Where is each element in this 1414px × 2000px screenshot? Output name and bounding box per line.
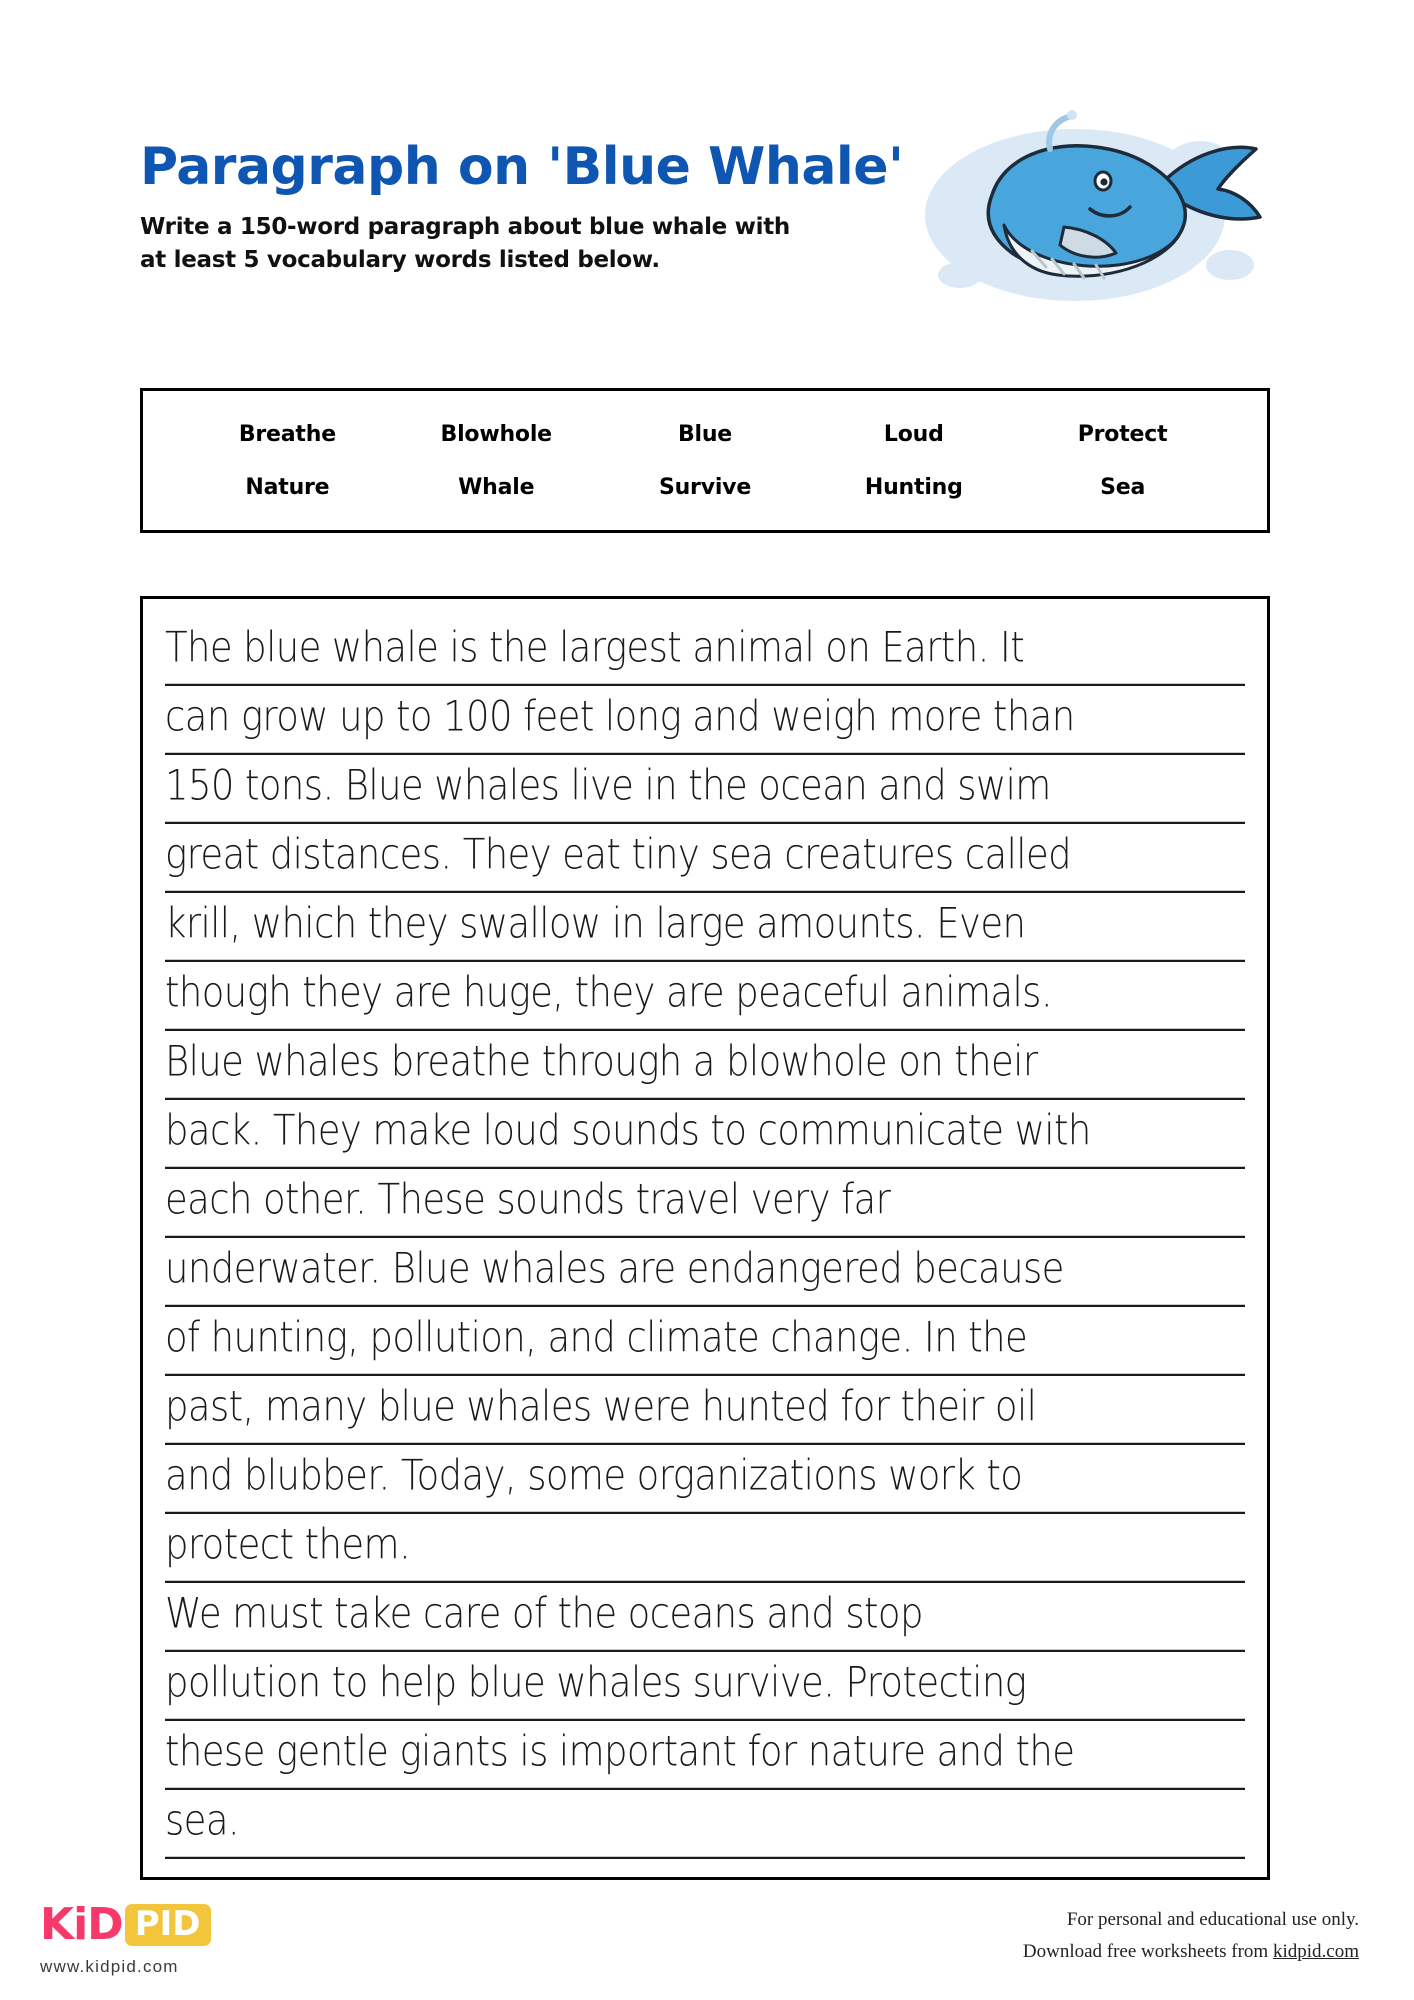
answer-line: though they are huge, they are peaceful animals. — [165, 954, 1245, 1031]
footer-notice — [1023, 1904, 1359, 1969]
vocabulary-word: Protect — [1077, 421, 1168, 447]
vocabulary-row-2 — [183, 475, 1227, 500]
kidpid-link[interactable]: kidpid.com — [1272, 1941, 1359, 1963]
vocabulary-word: Blowhole — [440, 421, 552, 447]
blue-whale-illustration — [900, 105, 1290, 315]
answer-line: these gentle giants is important for nature and the — [165, 1713, 1245, 1790]
answer-line: We must take care of the oceans and stop — [165, 1575, 1245, 1652]
answer-line: 150 tons. Blue whales live in the ocean and swim — [165, 747, 1245, 824]
instructions-line-1: Write a 150-word paragraph about blue whale with — [140, 213, 790, 240]
vocabulary-box — [140, 388, 1270, 533]
answer-line: and blubber. Today, some organizations work to — [165, 1437, 1245, 1514]
vocabulary-word: Breathe — [238, 421, 336, 447]
kidpid-logo-mark — [40, 1900, 211, 1950]
instructions-text — [140, 211, 870, 278]
page-title: Paragraph on 'Blue Whale' — [140, 137, 904, 197]
vocabulary-word: Sea — [1100, 474, 1146, 500]
kidpid-logo[interactable] — [40, 1900, 211, 1977]
answer-line: each other. These sounds travel very far — [165, 1161, 1245, 1238]
answer-line: underwater. Blue whales are endangered because — [165, 1230, 1245, 1307]
answer-line: pollution to help blue whales survive. Protecting — [165, 1644, 1245, 1721]
vocabulary-word: Blue — [677, 421, 733, 447]
vocabulary-word: Hunting — [864, 474, 963, 500]
footer-notice-line-1: For personal and educational use only. — [1066, 1909, 1359, 1930]
answer-line: Blue whales breathe through a blowhole on their — [165, 1023, 1245, 1100]
answer-writing-area[interactable] — [140, 596, 1270, 1880]
vocabulary-row-1 — [183, 422, 1227, 447]
answer-line: can grow up to 100 feet long and weigh more than — [165, 678, 1245, 755]
vocabulary-word: Loud — [883, 421, 944, 447]
logo-pid-text: PID — [125, 1904, 211, 1946]
logo-website-url: www.kidpid.com — [40, 1957, 179, 1976]
instructions-line-2: at least 5 vocabulary words listed below. — [140, 246, 660, 273]
logo-kid-text: KiD — [40, 1899, 123, 1950]
answer-line: back. They make loud sounds to communicate with — [165, 1092, 1245, 1169]
answer-line: The blue whale is the largest animal on Earth. It — [165, 609, 1245, 686]
answer-line: krill, which they swallow in large amounts. Even — [165, 885, 1245, 962]
footer-notice-prefix: Download free worksheets from — [1022, 1941, 1273, 1963]
footer-notice-line-2 — [1023, 1936, 1359, 1968]
page-footer — [0, 1900, 1414, 2000]
answer-line: past, many blue whales were hunted for their oil — [165, 1368, 1245, 1445]
answer-line: of hunting, pollution, and climate change. In the — [165, 1299, 1245, 1376]
answer-line: great distances. They eat tiny sea creatures called — [165, 816, 1245, 893]
answer-line: protect them. — [165, 1506, 1245, 1583]
vocabulary-word: Nature — [245, 474, 330, 500]
vocabulary-word: Survive — [658, 474, 752, 500]
vocabulary-word: Whale — [458, 474, 535, 500]
answer-line: sea. — [165, 1782, 1245, 1859]
